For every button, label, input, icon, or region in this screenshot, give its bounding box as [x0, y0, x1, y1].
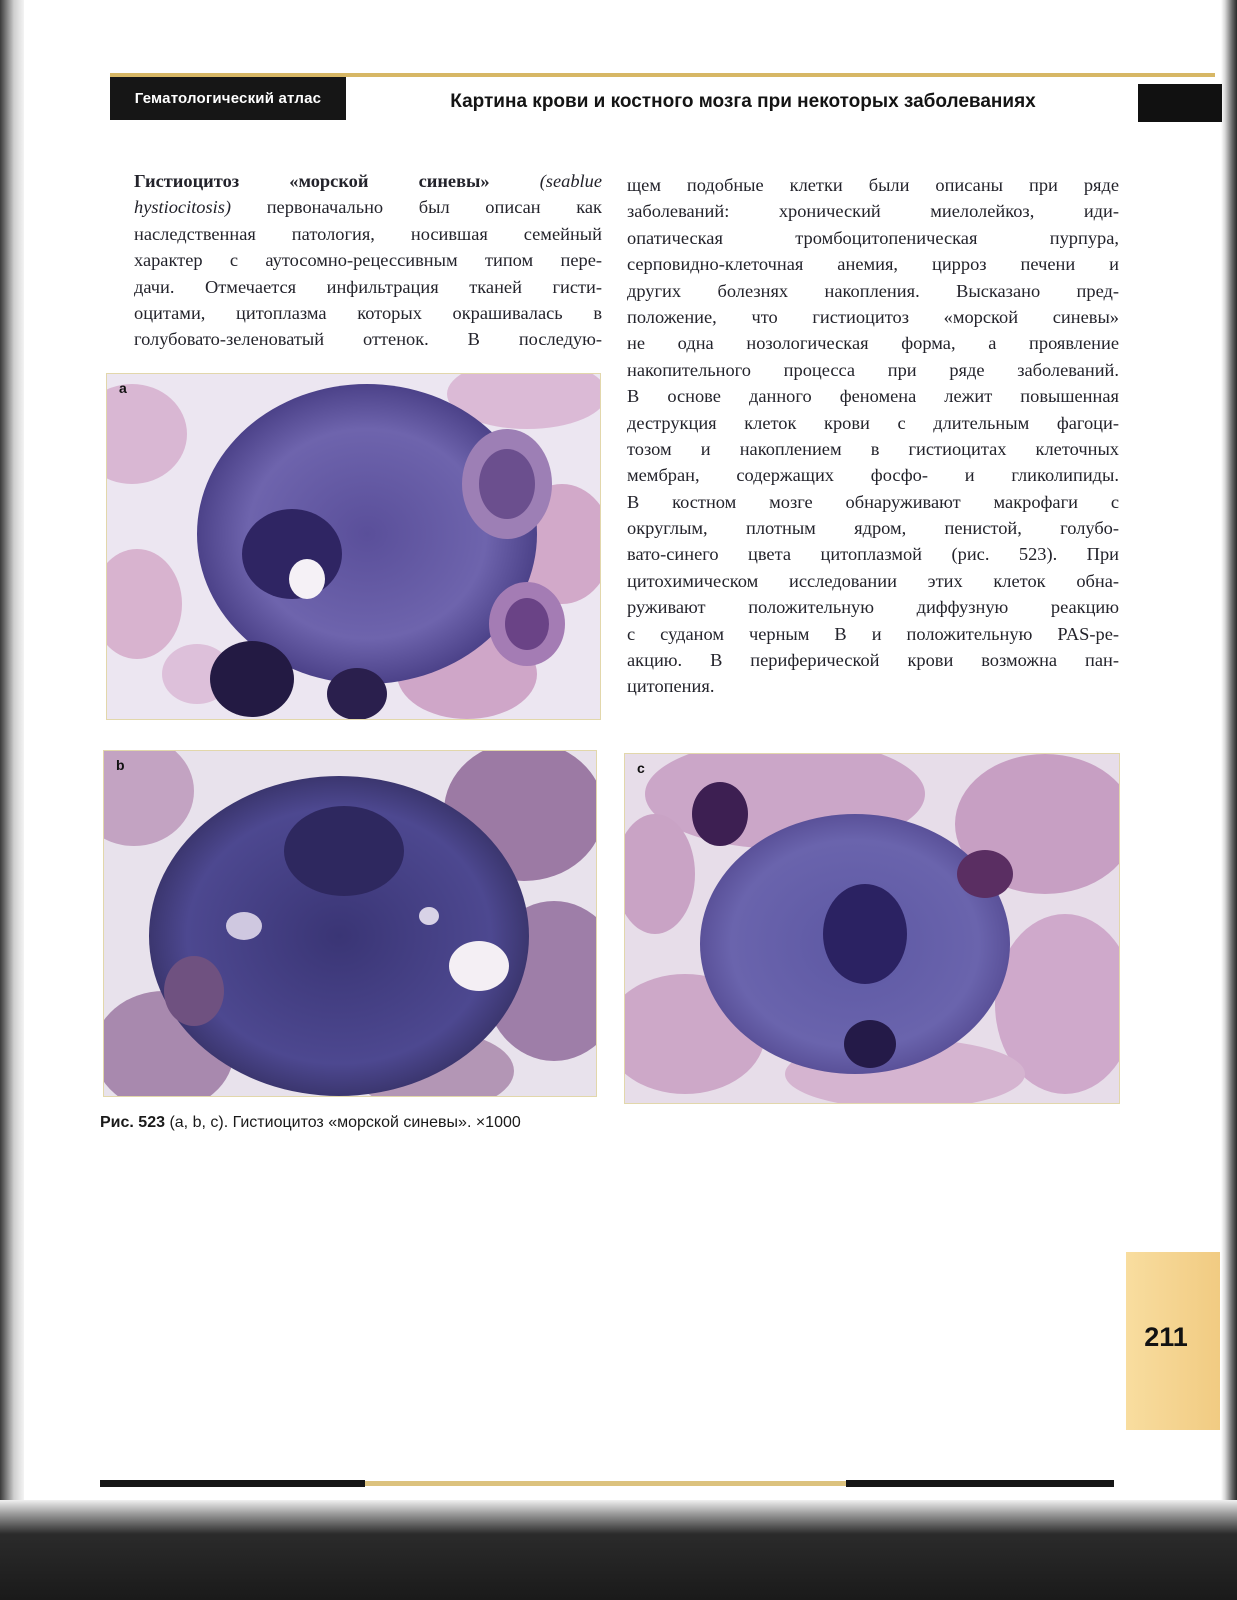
scan-bottom-edge [0, 1500, 1237, 1600]
paragraph-line: вато-синего цвета цитоплазмой (рис. 523). При [627, 544, 1119, 565]
page-number: 211 [1144, 1322, 1188, 1352]
paragraph-line: оцитами, цитоплазма которых окрашивалась в [134, 302, 602, 323]
paragraph-line: дачи. Отмечается инфильтрация тканей гисти- [134, 276, 602, 297]
paragraph-line: положение, что гистиоцитоз «морской синевы» [627, 306, 1119, 327]
footer-rule-left [100, 1480, 365, 1487]
paragraph-line: опатическая тромбоцитопеническая пурпура, [627, 227, 1119, 248]
paragraph-line: деструкция клеток крови с длительным фагоци- [627, 412, 1119, 433]
micrograph-a-image [107, 374, 600, 719]
left-text-column [134, 168, 602, 353]
paragraph-line: акцию. В периферической крови возможна пан- [627, 650, 1119, 671]
paragraph-line: других болезнях накопления. Высказано пред- [627, 280, 1119, 301]
paragraph-line: характер с аутосомно-рецессивным типом пере- [134, 250, 602, 271]
paragraph-line: наследственная патология, носившая семейный [134, 223, 602, 244]
paragraph-line: В костном мозге обнаруживают макрофаги с [627, 491, 1119, 512]
scan-left-edge [0, 0, 24, 1600]
paragraph-line: голубовато-зеленоватый оттенок. В последую- [134, 329, 602, 350]
micrograph-b-image [104, 751, 596, 1096]
header-section-title: Гематологический атлас [110, 77, 346, 120]
paragraph-line: не одна нозологическая форма, а проявление [627, 333, 1119, 354]
paragraph-line: с суданом черным В и положительную PAS-ре- [627, 623, 1119, 644]
paragraph-line [134, 194, 602, 220]
footer-rule-right [846, 1480, 1114, 1487]
header-chapter-title: Картина крови и костного мозга при некоторых заболеваниях [450, 91, 1036, 112]
latin-term-end: hystiocitosis) [134, 197, 232, 218]
paragraph-line: накопительного процесса при ряде заболеваний. [627, 359, 1119, 380]
figure-label-b: b [116, 757, 125, 773]
paragraph-line: цитохимическом исследовании этих клеток обна- [627, 570, 1119, 591]
micrograph-a [106, 373, 601, 720]
paragraph-line [134, 168, 602, 194]
figure-label-c: c [637, 760, 645, 776]
paragraph-line: тозом и накоплением в гистиоцитах клеточных [627, 438, 1119, 459]
header-black-block [1138, 84, 1222, 122]
paragraph-line: заболеваний: хронический миелолейкоз, иди- [627, 201, 1119, 222]
paragraph-line: В основе данного феномена лежит повышенная [627, 386, 1119, 407]
right-text-column [627, 172, 1119, 700]
paragraph-line: округлым, плотным ядром, пенистой, голубо- [627, 518, 1119, 539]
caption-figure-number: Рис. 523 [100, 1114, 165, 1131]
micrograph-c [624, 753, 1120, 1104]
term-heading: Гистиоцитоз «морской синевы» [134, 171, 490, 191]
figure-label-a: a [119, 380, 127, 396]
caption-parts: (a, b, c). [169, 1114, 229, 1131]
footer-rule-gold [365, 1481, 846, 1486]
paragraph-line: серповидно-клеточная анемия, цирроз печени и [627, 254, 1119, 275]
figure-caption [100, 1114, 620, 1132]
micrograph-c-image [625, 754, 1119, 1103]
paragraph-line: цитопения. [627, 676, 715, 697]
caption-text: Гистиоцитоз «морской синевы». ×1000 [232, 1114, 521, 1131]
paragraph-line: щем подобные клетки были описаны при ряде [627, 175, 1119, 195]
scan-right-edge [1221, 0, 1237, 1600]
micrograph-b [103, 750, 597, 1097]
paragraph-line: мембран, содержащих фосфо- и гликолипиды. [627, 465, 1119, 486]
latin-term: (seablue [539, 171, 602, 191]
paragraph-text: первоначально был описан как [266, 197, 602, 218]
paragraph-line: руживают положительную диффузную реакцию [627, 597, 1119, 618]
